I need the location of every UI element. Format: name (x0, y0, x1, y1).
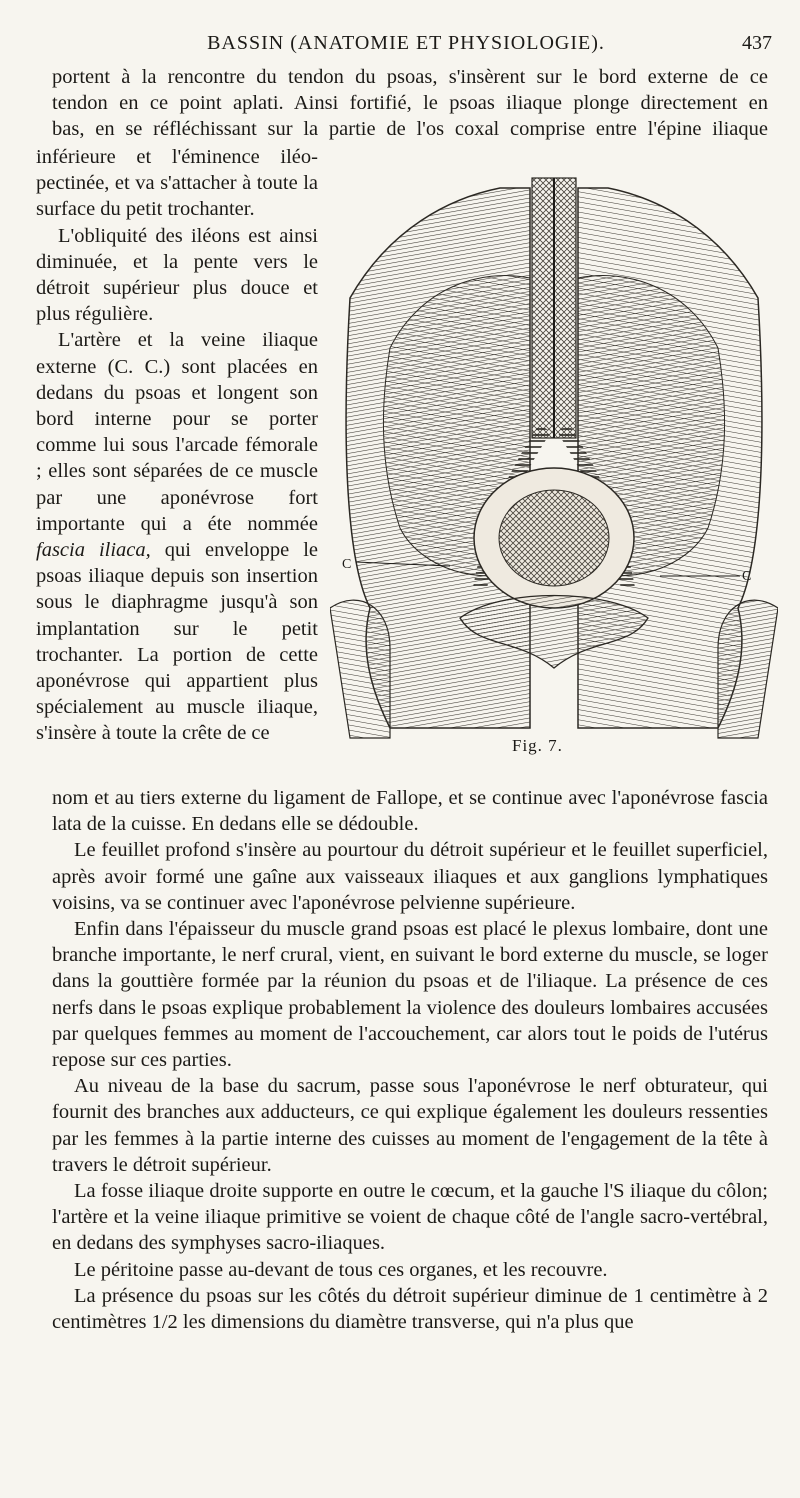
paragraph: inférieure et l'éminence iléo-pectinée, et va s'attacher à toute la surface du petit trochanter. (36, 146, 318, 221)
anatomical-figure (330, 168, 778, 740)
figure-label-left: C (342, 557, 352, 572)
paragraph: Enfin dans l'épaisseur du muscle grand psoas est placé le plexus lombaire, dont une branche importante, le nerf crural, vient, en suivant le bord externe du muscle, se loger dans la gouttière formée par la réunion du psoas et de l'iliaque. La présence de ces nerfs dans le psoas explique probablement la violence des douleurs lombaires accusées par quelques femmes au moment de l'accouchement, car alors tout le poids de l'utérus repose sur ces parties. (52, 918, 768, 1072)
running-header (40, 30, 772, 62)
text-line: tendon en ce point aplati. Ainsi fortifié, le psoas iliaque plonge directement en (52, 92, 768, 115)
paragraph: Le feuillet profond s'insère au pourtour du détroit supérieur et le feuillet superficiel, après avoir formé une gaîne aux vaisseaux iliaques et aux ganglions lymphatiques voisins, va se continuer avec l'aponévrose pelvienne supérieure. (52, 839, 768, 914)
pelvis-engraving (330, 168, 778, 740)
paragraph: Au niveau de la base du sacrum, passe sous l'aponévrose le nerf obturateur, qui fournit des branches aux adducteurs, ce qui explique également les douleurs ressenties par les femmes à la partie interne des cuisses au moment de l'engagement de la tête à travers le détroit supérieur. (52, 1075, 768, 1176)
side-column (36, 144, 318, 747)
main-text (52, 785, 768, 1335)
figure-label-right: C (742, 569, 752, 584)
italic-term: fascia iliaca, (36, 539, 151, 562)
top-lines (52, 64, 768, 143)
text-line: portent à la rencontre du tendon du psoas, s'insèrent sur le bord externe de ce (52, 66, 768, 88)
paragraph: nom et au tiers externe du ligament de Fallope, et se continue avec l'aponévrose fascia lata de la cuisse. En dedans elle se dédouble. (52, 787, 768, 836)
paragraph (36, 327, 318, 746)
paragraph: La présence du psoas sur les côtés du détroit supérieur diminue de 1 centimètre à 2 centimètres 1/2 les dimensions du diamètre transverse, qui n'a plus que (52, 1284, 768, 1334)
text-line: bas, en se réfléchissant sur la partie de l'os coxal comprise entre l'épine iliaque (52, 118, 768, 141)
paragraph-text: qui enveloppe le psoas iliaque depuis son insertion sous le diaphragme jusqu'à son implantation sur le petit trochanter. La portion de cette aponévrose qui appartient plus spécialement au muscle iliaque, s'insère à toute la crête de ce (36, 539, 319, 745)
paragraph: L'obliquité des iléons est ainsi diminuée, et la pente vers le détroit supérieur plus douce et plus régulière. (36, 224, 318, 326)
paragraph-text: L'artère et la veine iliaque externe (C. C.) sont placées en dedans du psoas et longent son bord interne pour se porter comme lui sous l'arcade fémorale ; elles sont séparées de ce muscle par une aponévrose fort importante qui a éte nommée (36, 329, 318, 535)
figure-caption: Fig. 7. (512, 736, 563, 755)
paragraph: La fosse iliaque droite supporte en outre le cœcum, et la gauche l'S iliaque du côlon; l'artère et la veine iliaque primitive se voient de chaque côté de l'angle sacro-vertébral, en dedans des symphyses sacro-iliaques. (52, 1180, 768, 1255)
running-title: BASSIN (ANATOMIE ET PHYSIOLOGIE). (207, 32, 605, 54)
paragraph: Le péritoine passe au-devant de tous ces organes, et les recouvre. (74, 1258, 608, 1281)
page-number: 437 (742, 32, 772, 54)
